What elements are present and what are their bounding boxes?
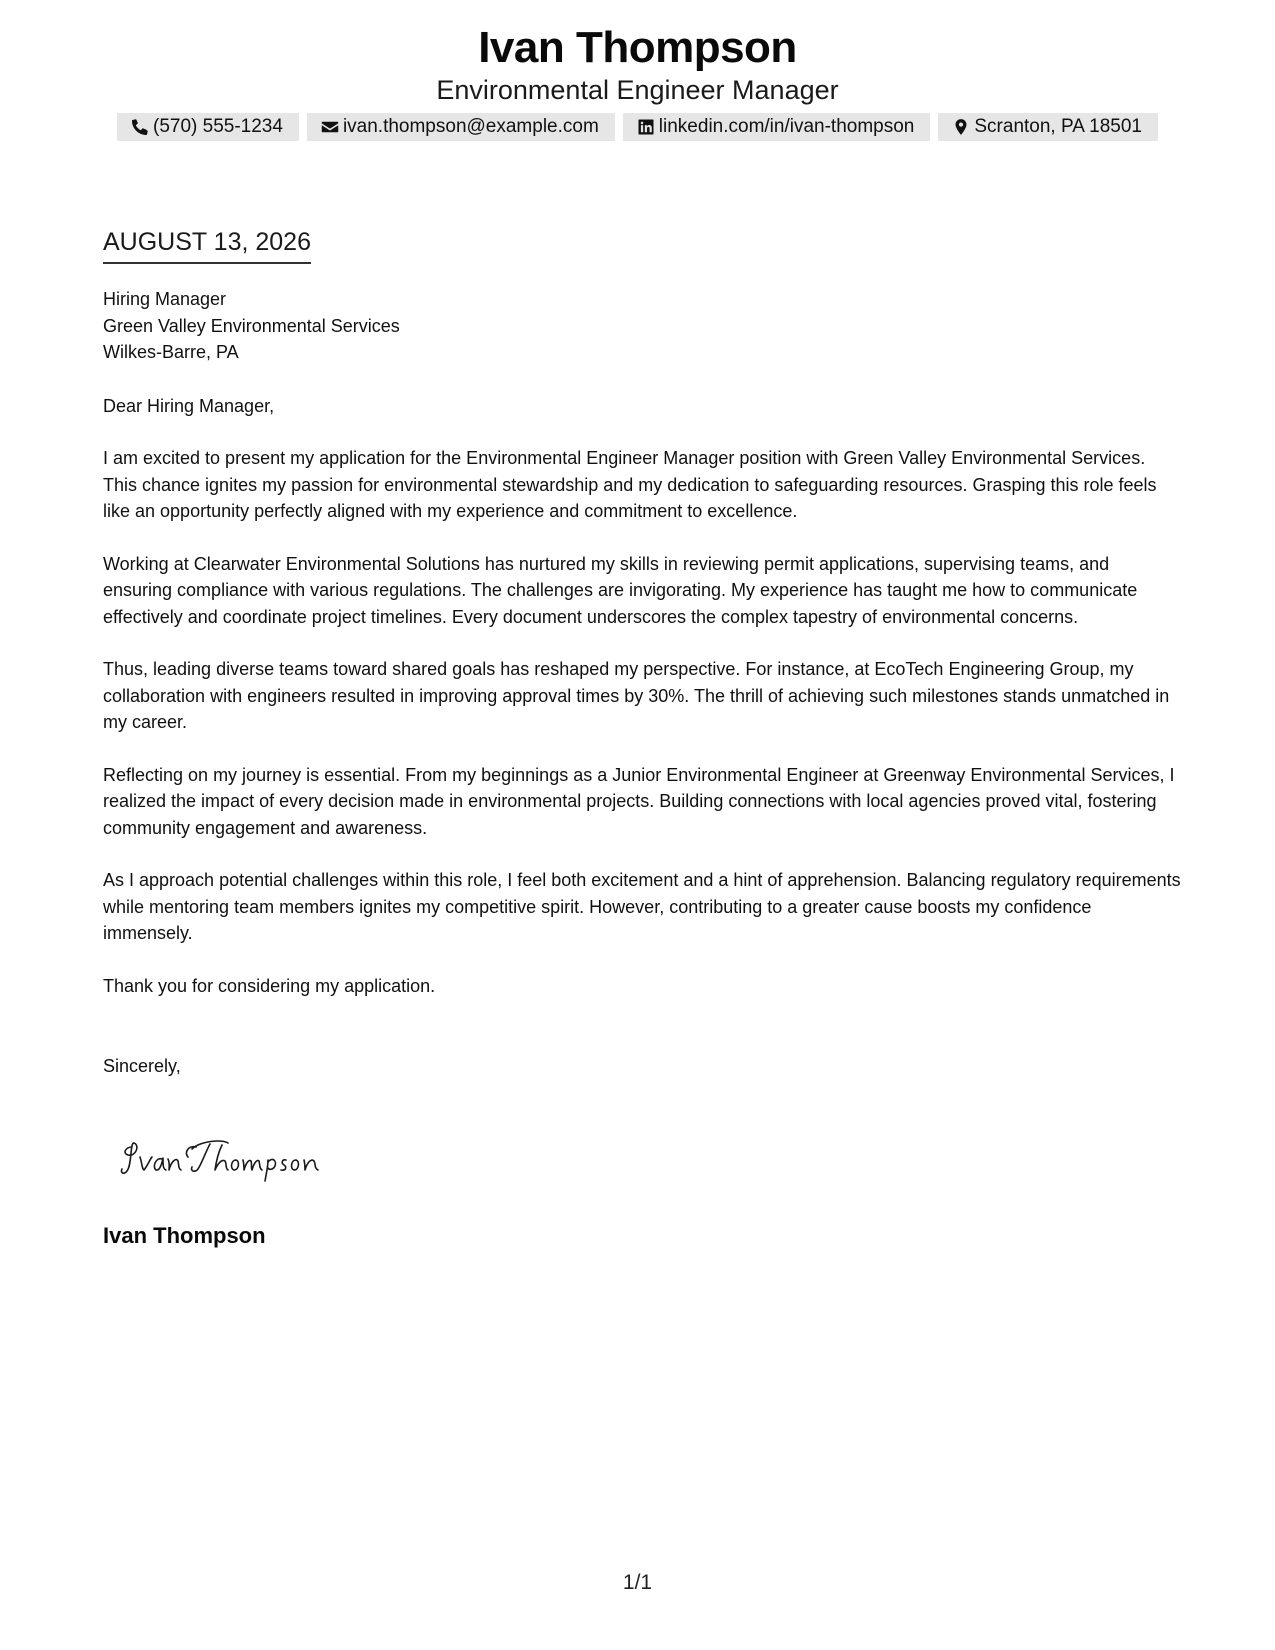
handwritten-signature xyxy=(118,1135,348,1185)
page-number: 1/1 xyxy=(622,1571,653,1594)
linkedin-text: linkedin.com/in/ivan-thompson xyxy=(658,116,915,137)
linkedin-icon xyxy=(637,118,655,136)
letter-body xyxy=(103,286,1183,1080)
applicant-title: Environmental Engineer Manager xyxy=(436,75,839,105)
email-text: ivan.thompson@example.com xyxy=(342,116,599,137)
letter-header xyxy=(0,22,1275,106)
letter-paragraph: Reflecting on my journey is essential. From my beginnings as a Junior Environmental Engineer at Greenway Environmental Services, I realized the impact of every decision made in environmental projects. Building connections with local agencies proved vital, fostering community engagement and awareness. xyxy=(103,764,1175,838)
closing-line: Sincerely, xyxy=(103,1056,181,1076)
recipient-line: Hiring Manager xyxy=(103,289,227,309)
recipient-company: Green Valley Environmental Services xyxy=(103,315,400,336)
letter-paragraph: Thus, leading diverse teams toward shared goals has reshaped my perspective. For instance, at EcoTech Engineering Group, my collaboration with engineers resulted in improving approval times by 30%. The thrill of achieving such milestones stands unmatched in my career. xyxy=(103,659,1170,732)
recipient-block xyxy=(103,286,1183,366)
contact-email[interactable] xyxy=(307,113,615,141)
contact-bar xyxy=(0,113,1275,141)
recipient-location: Wilkes-Barre, PA xyxy=(103,342,239,362)
letter-date: AUGUST 13, 2026 xyxy=(103,226,311,264)
contact-linkedin[interactable] xyxy=(623,113,931,141)
salutation: Dear Hiring Manager, xyxy=(103,395,275,416)
location-text: Scranton, PA 18501 xyxy=(974,116,1142,137)
map-pin-icon xyxy=(952,118,970,136)
signed-name: Ivan Thompson xyxy=(103,1223,266,1248)
phone-icon xyxy=(131,118,149,136)
letter-paragraph: Working at Clearwater Environmental Solutions has nurtured my skills in reviewing permit applications, supervising teams, and ensuring compliance with various regulations. The challenges are invigorating. My experience has taught me how to communicate effectively and coordinate project timelines. Every document underscores the complex tapestry of environmental concerns. xyxy=(103,553,1138,627)
phone-text: (570) 555-1234 xyxy=(153,116,283,137)
envelope-icon xyxy=(321,118,339,136)
letter-date-block xyxy=(103,226,311,264)
applicant-name: Ivan Thompson xyxy=(478,23,797,72)
contact-phone[interactable] xyxy=(117,113,299,141)
letter-paragraph: I am excited to present my application for the Environmental Engineer Manager position with Green Valley Environmental Services. This chance ignites my passion for environmental stewardship and my dedication to safeguarding resources. Grasping this role feels like an opportunity perfectly aligned with my experience and commitment to excellence. xyxy=(103,448,1157,521)
letter-paragraph: Thank you for considering my application. xyxy=(103,975,436,996)
letter-paragraph: As I approach potential challenges within this role, I feel both excitement and a hint of apprehension. Balancing regulatory requirements while mentoring team members ignites my competitive spirit. However, contributing to a greater cause boosts my confidence immensely. xyxy=(103,870,1181,943)
contact-location xyxy=(938,113,1158,141)
